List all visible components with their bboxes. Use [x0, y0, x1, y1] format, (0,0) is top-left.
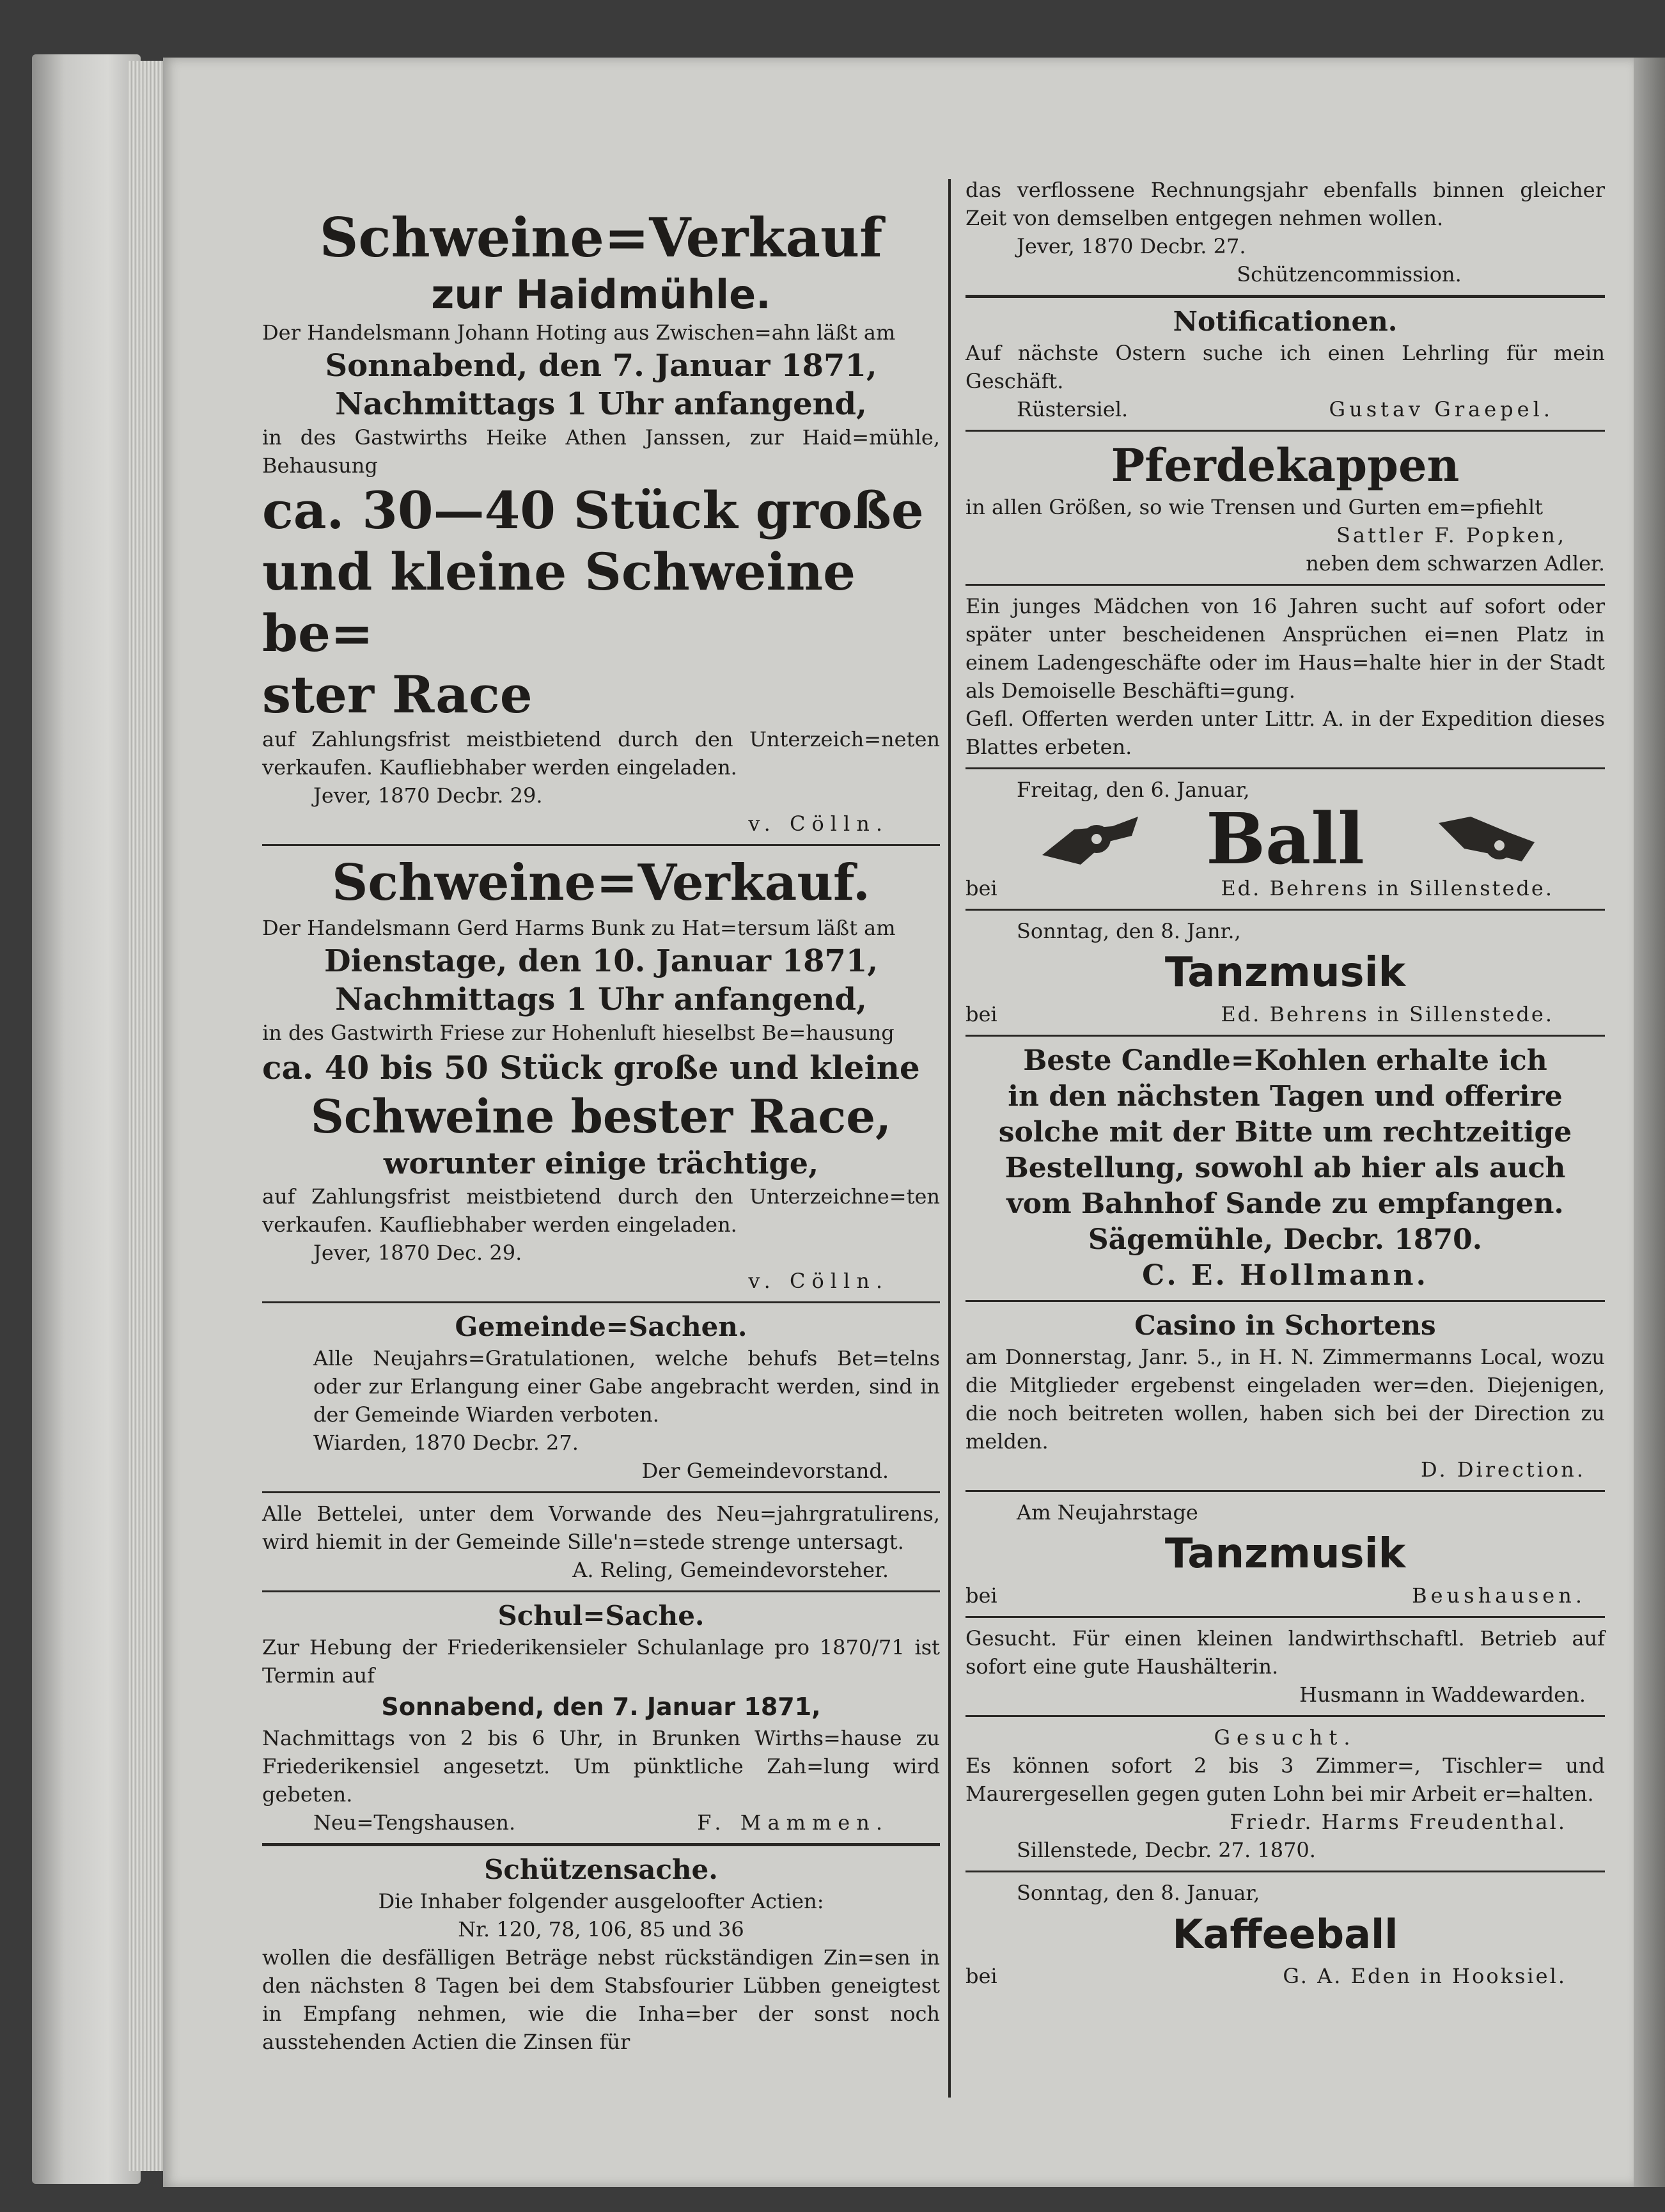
ad-date: Sonntag, den 8. Janr., [1017, 919, 1241, 943]
book-cover-edge [32, 54, 141, 2184]
ad-ball [965, 776, 1605, 902]
separator [965, 430, 1605, 432]
separator [965, 1616, 1605, 1618]
ad-place: in des Gastwirths Heike Athen Janssen, zur Haid=mühle, Behausung [262, 425, 940, 478]
ad-tanzmusik-neujahr [965, 1498, 1605, 1610]
ad-date: Sonnabend, den 7. Januar 1871, [381, 1693, 821, 1721]
ad-signature: D. Direction. [1420, 1457, 1586, 1482]
ad-line: Beste Candle=Kohlen erhalte ich [1023, 1044, 1547, 1077]
ad-signature: A. Reling, Gemeindevorsteher. [572, 1558, 889, 1582]
separator [965, 1300, 1605, 1302]
ad-numbers: Nr. 120, 78, 106, 85 und 36 [458, 1917, 744, 1941]
ad-terms: auf Zahlungsfrist meistbietend durch den Unterzeich=neten verkaufen. Kaufliebhaber werden eingeladen. [262, 727, 940, 780]
ad-notificationen [965, 304, 1605, 423]
ad-date: Dienstage, den 10. Januar 1871, [324, 943, 879, 979]
ad-big-line: und kleine Schweine be= [262, 542, 856, 663]
facing-page-edge [1634, 58, 1665, 2187]
ad-big-line: Schweine bester Race, [310, 1089, 892, 1143]
guitar-icon [1432, 804, 1541, 874]
ad-signature: F. Mammen. [697, 1810, 889, 1835]
ad-big-line: worunter einige trächtige, [383, 1146, 819, 1181]
ad-schweine-verkauf-hohenluft [262, 852, 940, 1295]
separator [965, 295, 1605, 298]
ad-date: Sonntag, den 8. Januar, [1017, 1881, 1260, 1905]
ad-date: Am Neujahrstage [1017, 1500, 1198, 1525]
ad-signature: Gustav Graepel. [1329, 397, 1554, 421]
ad-time: Nachmittags 1 Uhr anfangend, [335, 386, 867, 422]
ad-title: Kaffeeball [1172, 1911, 1398, 1957]
ad-schuetzensache [262, 1853, 940, 2056]
ad-host: Beushausen. [1412, 1583, 1586, 1608]
ad-body: in allen Größen, so wie Trensen und Gurten em=pfiehlt [965, 495, 1544, 519]
ad-signature: Der Gemeindevorstand. [641, 1459, 889, 1483]
ad-dateline: Wiarden, 1870 Decbr. 27. [313, 1431, 579, 1455]
separator [965, 909, 1605, 911]
separator [965, 1490, 1605, 1492]
separator [965, 1871, 1605, 1872]
right-column [965, 176, 1605, 1990]
ad-terms: auf Zahlungsfrist meistbietend durch den Unterzeichne=ten verkaufen. Kaufliebhaber werden eingeladen. [262, 1184, 940, 1237]
ad-note: Gefl. Offerten werden unter Littr. A. in der Expedition dieses Blattes erbeten. [965, 707, 1605, 759]
separator [262, 1590, 940, 1592]
ad-gemeinde-sachen [262, 1310, 940, 1485]
ad-title: Notificationen. [1173, 306, 1398, 337]
ad-body: Alle Neujahrs=Gratulationen, welche behufs Bet=telns oder zur Erlangung einer Gabe angebracht werden, sind in der Gemeinde Wiarden verboten. [313, 1346, 940, 1427]
ad-bei: bei [965, 1964, 997, 1988]
ad-body: Gesucht. Für einen kleinen landwirthschaftl. Betrieb auf sofort eine gute Haushälterin. [965, 1626, 1605, 1679]
ad-date: Freitag, den 6. Januar, [1017, 778, 1250, 802]
ad-intro: Die Inhaber folgender ausgeloofter Actien: [378, 1889, 824, 1913]
separator [965, 1715, 1605, 1717]
ad-place: in des Gastwirth Friese zur Hohenluft hieselbst Be=hausung [262, 1021, 895, 1045]
ad-casino-schortens [965, 1308, 1605, 1484]
ad-junges-maedchen [965, 592, 1605, 761]
ad-schul-sache [262, 1599, 940, 1837]
ad-address: neben dem schwarzen Adler. [1306, 551, 1605, 576]
separator [965, 584, 1605, 586]
ad-title: Pferdekappen [1111, 439, 1460, 492]
ad-schuetzensache-continued [965, 176, 1605, 288]
ad-intro: Der Handelsmann Gerd Harms Bunk zu Hat=tersum läßt am [262, 916, 896, 940]
ad-host: G. A. Eden in Hooksiel. [1283, 1964, 1567, 1988]
ad-host: Ed. Behrens in Sillenstede. [1221, 876, 1554, 900]
ad-body: Nachmittags von 2 bis 6 Uhr, in Brunken Wirths=hause zu Friederikensiel angesetzt. Um pünktliche Zah=lung wird gebeten. [262, 1726, 940, 1807]
ad-place: Neu=Tengshausen. [313, 1810, 516, 1835]
ad-tanzmusik-sillenstede [965, 917, 1605, 1028]
ad-line: solche mit der Bitte um rechtzeitige [998, 1116, 1572, 1149]
ad-bei: bei [965, 1583, 997, 1608]
separator [965, 767, 1605, 769]
left-column [262, 166, 940, 2056]
ad-date: Sonnabend, den 7. Januar 1871, [325, 348, 877, 384]
ad-bei: bei [965, 876, 997, 900]
ad-subtitle: zur Haidmühle. [431, 271, 771, 318]
page-stack-edge [128, 61, 166, 2171]
ad-title: Gemeinde=Sachen. [455, 1311, 747, 1342]
ad-bei: bei [965, 1002, 997, 1026]
ad-pferdekappen [965, 438, 1605, 577]
ad-time: Nachmittags 1 Uhr anfangend, [335, 982, 867, 1017]
separator [262, 1491, 940, 1493]
ad-place: Rüstersiel. [1017, 397, 1129, 421]
ad-intro: Der Handelsmann Johann Hoting aus Zwischen=ahn läßt am [262, 320, 896, 345]
ad-intro: Zur Hebung der Friederikensieler Schulanlage pro 1870/71 ist Termin auf [262, 1635, 940, 1688]
ad-dateline: Jever, 1870 Decbr. 29. [313, 783, 543, 808]
ad-big-line: ster Race [262, 664, 533, 725]
ad-signature: C. E. Hollmann. [1142, 1259, 1428, 1292]
ad-line: Bestellung, sowohl ab hier als auch [1004, 1152, 1566, 1184]
ad-gesucht-haushaelterin [965, 1624, 1605, 1709]
ad-dateline: Jever, 1870 Dec. 29. [313, 1241, 522, 1265]
ad-dateline: Sillenstede, Decbr. 27. 1870. [1017, 1838, 1316, 1862]
ad-big-line: ca. 30—40 Stück große [262, 480, 924, 540]
ad-schweine-verkauf-haidmuehle [262, 205, 940, 838]
ad-kaffeeball [965, 1879, 1605, 1990]
newspaper-page [163, 58, 1634, 2187]
ad-title: Schweine=Verkauf. [332, 854, 870, 912]
ad-title: Gesucht. [1214, 1725, 1357, 1750]
ad-signature: Sattler F. Popken, [1336, 523, 1567, 547]
separator [262, 1301, 940, 1303]
column-divider [948, 179, 951, 2098]
ad-bettelei [262, 1500, 940, 1584]
ad-body: Auf nächste Ostern suche ich einen Lehrling für mein Geschäft. [965, 341, 1605, 393]
ad-title: Ball [1206, 797, 1364, 880]
ad-title: Schweine=Verkauf [319, 206, 883, 269]
ad-candle-kohlen [965, 1043, 1605, 1294]
ad-title: Tanzmusik [1164, 949, 1406, 996]
ad-body: Alle Bettelei, unter dem Vorwande des Neu=jahrgratulirens, wird hiemit in der Gemeinde Sille'n=stede strenge untersagt. [262, 1502, 940, 1554]
ad-body: Ein junges Mädchen von 16 Jahren sucht auf sofort oder später unter bescheidenen Ansprüchen ei=nen Platz in einem Ladengeschäfte oder im Haus=halte hier in der Stadt als Demoiselle Beschäfti=gung. [965, 594, 1605, 703]
ad-signature: Schützencommission. [1237, 262, 1462, 286]
ad-body: das verflossene Rechnungsjahr ebenfalls binnen gleicher Zeit von demselben entgegen nehmen wollen. [965, 178, 1605, 230]
ad-line: in den nächsten Tagen und offerire [1008, 1080, 1563, 1113]
separator [262, 844, 940, 846]
ad-dateline: Sägemühle, Decbr. 1870. [1088, 1223, 1483, 1256]
ad-dateline: Jever, 1870 Decbr. 27. [1017, 234, 1246, 258]
ad-body: Es können sofort 2 bis 3 Zimmer=, Tischler= und Maurergesellen gegen guten Lohn bei mir Arbeit er=halten. [965, 1753, 1605, 1806]
ad-signature: v. Cölln. [748, 812, 889, 836]
ad-body: wollen die desfälligen Beträge nebst rückständigen Zin=sen in den nächsten 8 Tagen bei dem Stabsfourier Lübben geneigtest in Empfang nehmen, wie die Inha=ber der sonst noch ausstehenden Actien die Zinsen für [262, 1945, 940, 2054]
ad-line: vom Bahnhof Sande zu empfangen. [1006, 1188, 1564, 1220]
ad-signature: Husmann in Waddewarden. [1299, 1683, 1586, 1707]
ad-title: Casino in Schortens [1134, 1310, 1436, 1341]
ad-body: am Donnerstag, Janr. 5., in H. N. Zimmermanns Local, wozu die Mitglieder ergebenst eingeladen wer=den. Diejenigen, die noch beitreten wollen, haben sich bei der Direction zu melden. [965, 1345, 1605, 1454]
ad-host: Ed. Behrens in Sillenstede. [1221, 1002, 1554, 1026]
ad-gesucht-gesellen [965, 1723, 1605, 1864]
separator [262, 1843, 940, 1846]
ad-title: Tanzmusik [1164, 1530, 1406, 1578]
ad-title: Schützensache. [484, 1854, 718, 1885]
ad-signature: v. Cölln. [748, 1269, 889, 1293]
separator [965, 1035, 1605, 1037]
ad-signature: Friedr. Harms Freudenthal. [1230, 1810, 1567, 1834]
ad-big-line: ca. 40 bis 50 Stück große und kleine [262, 1049, 920, 1086]
ad-title: Schul=Sache. [497, 1600, 705, 1631]
ball-title-row [965, 797, 1605, 880]
guitar-icon [1036, 804, 1145, 874]
